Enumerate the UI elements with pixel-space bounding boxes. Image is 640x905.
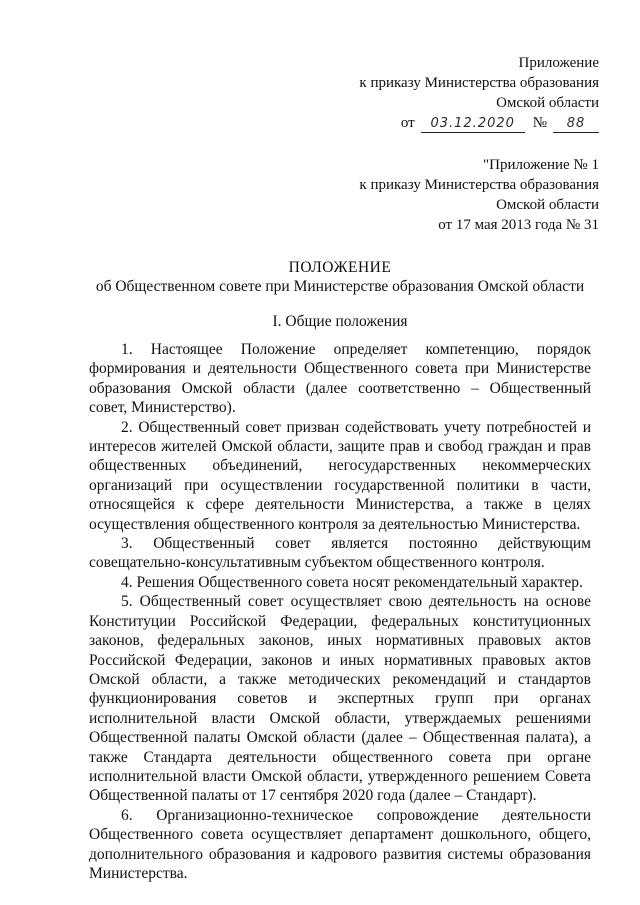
date-prefix: от xyxy=(400,115,415,131)
document-title: ПОЛОЖЕНИЕ xyxy=(288,259,392,276)
order-date-number-row xyxy=(359,113,599,133)
document-body xyxy=(89,340,591,883)
order-header-line2: к приказу Министерства образования xyxy=(359,75,599,91)
annex-header-line3: Омской области xyxy=(496,197,599,213)
paragraph-5: 5. Общественный совет осуществляет свою деятельность на основе Конституции Российской Федерации, федеральных конституционных законов, федеральных законов, иных нормативных правовых актов Российской Федерации, законов и иных нормативных правовых актов Омской области, а также методических рекомендаций и стандартов функционирования советов и экспертных групп при органах исполнительной власти Омской области, утверждаемых решениями Общественной палаты Омской области (далее – Общественная палата), а также Стандарта деятельности общественного совета при органе исполнительной власти Омской области, утвержденного решением Совета Общественной палаты от 17 сентября 2020 года (далее – Стандарт). xyxy=(89,593,591,805)
handwritten-date: 03.12.2020 xyxy=(421,116,525,133)
annex-header-line4: от 17 мая 2013 года № 31 xyxy=(438,217,599,233)
handwritten-number: 88 xyxy=(553,116,599,133)
paragraph-4: 4. Решения Общественного совета носят рекомендательный характер. xyxy=(121,573,583,591)
paragraph-6: 6. Организационно-техническое сопровождение деятельности Общественного совета осуществляет департамент дошкольного, общего, дополнительного образования и кадрового развития системы образования Министерства. xyxy=(89,806,591,882)
number-prefix: № xyxy=(532,115,547,131)
order-header-line3: Омской области xyxy=(496,95,599,111)
order-header xyxy=(359,53,599,133)
annex-header-line2: к приказу Министерства образования xyxy=(359,177,599,193)
section-heading: I. Общие положения xyxy=(272,313,408,330)
paragraph-1: 1. Настоящее Положение определяет компетенцию, порядок формирования и деятельности Общественного совета при Министерстве образования Омской области (далее соответственно – Общественный совет, Министерство). xyxy=(89,341,591,417)
annex-header xyxy=(359,155,599,235)
order-header-line1: Приложение xyxy=(518,55,599,71)
paragraph-2: 2. Общественный совет призван содействовать учету потребностей и интересов жителей Омской области, защите прав и свобод граждан и прав общественных объединений, негосударственных некоммерческих организаций при осуществлении государственной политики в части, относящейся к сфере деятельности Министерства, а также в целях осуществления общественного контроля за деятельностью Министерства. xyxy=(89,418,591,533)
paragraph-3: 3. Общественный совет является постоянно действующим совещательно-консультативным субъектом общественного контроля. xyxy=(89,535,591,572)
document-subtitle: об Общественном совете при Министерстве образования Омской области xyxy=(95,278,585,295)
annex-header-line1: "Приложение № 1 xyxy=(483,157,599,173)
